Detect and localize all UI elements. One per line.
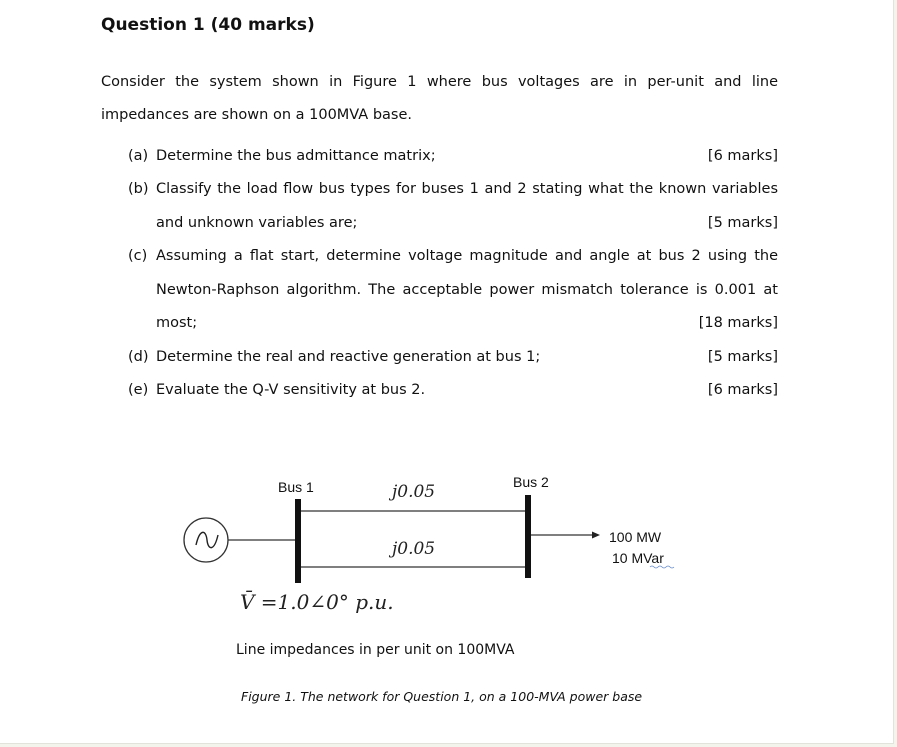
question-text: most;	[156, 315, 198, 331]
bus-2-bar	[525, 495, 531, 578]
question-label: (a)	[128, 148, 149, 164]
question-marks: [6 marks]	[707, 382, 778, 398]
question-marks: [18 marks]	[698, 315, 778, 331]
figure-caption: Figure 1. The network for Question 1, on a 100-MVA power base	[241, 689, 643, 704]
spellcheck-underline	[650, 566, 674, 568]
question-text: Classify the load flow bus types for buses 1 and 2 stating what the known variables	[156, 181, 778, 197]
question-label: (e)	[128, 382, 149, 398]
line-2-impedance: j0.05	[392, 539, 436, 559]
bus-1-voltage: V̄ =1.0∠0° p.u.	[240, 590, 394, 614]
line-1-impedance: j0.05	[392, 482, 436, 502]
question-label: (b)	[128, 181, 149, 197]
question-label: (d)	[128, 349, 149, 365]
question-marks: [6 marks]	[707, 148, 778, 164]
question-text: Evaluate the Q-V sensitivity at bus 2.	[156, 382, 426, 398]
question-marks: [5 marks]	[707, 349, 778, 365]
question-text: Assuming a flat start, determine voltage magnitude and angle at bus 2 using the	[156, 248, 778, 264]
bus-2-label: Bus 2	[513, 474, 549, 490]
load-reactive-power: 10 MVar	[612, 550, 664, 566]
intro-line-1: Consider the system shown in Figure 1 where bus voltages are in per-unit and line	[101, 74, 778, 90]
question-text: Determine the bus admittance matrix;	[156, 148, 436, 164]
load-arrow-head	[592, 532, 600, 539]
generator-icon	[184, 518, 228, 562]
load-real-power: 100 MW	[609, 529, 662, 545]
question-label: (c)	[128, 248, 148, 264]
question-text: Determine the real and reactive generation at bus 1;	[156, 349, 541, 365]
impedance-note: Line impedances in per unit on 100MVA	[236, 642, 515, 658]
bus-1-label: Bus 1	[278, 479, 314, 495]
bus-1-bar	[295, 499, 301, 583]
question-marks: [5 marks]	[707, 214, 778, 231]
question-title: Question 1 (40 marks)	[101, 15, 315, 35]
intro-line-2: impedances are shown on a 100MVA base.	[101, 107, 412, 123]
question-text: Newton-Raphson algorithm. The acceptable power mismatch tolerance is 0.001 at	[156, 281, 778, 298]
question-text: and unknown variables are;	[156, 214, 358, 231]
